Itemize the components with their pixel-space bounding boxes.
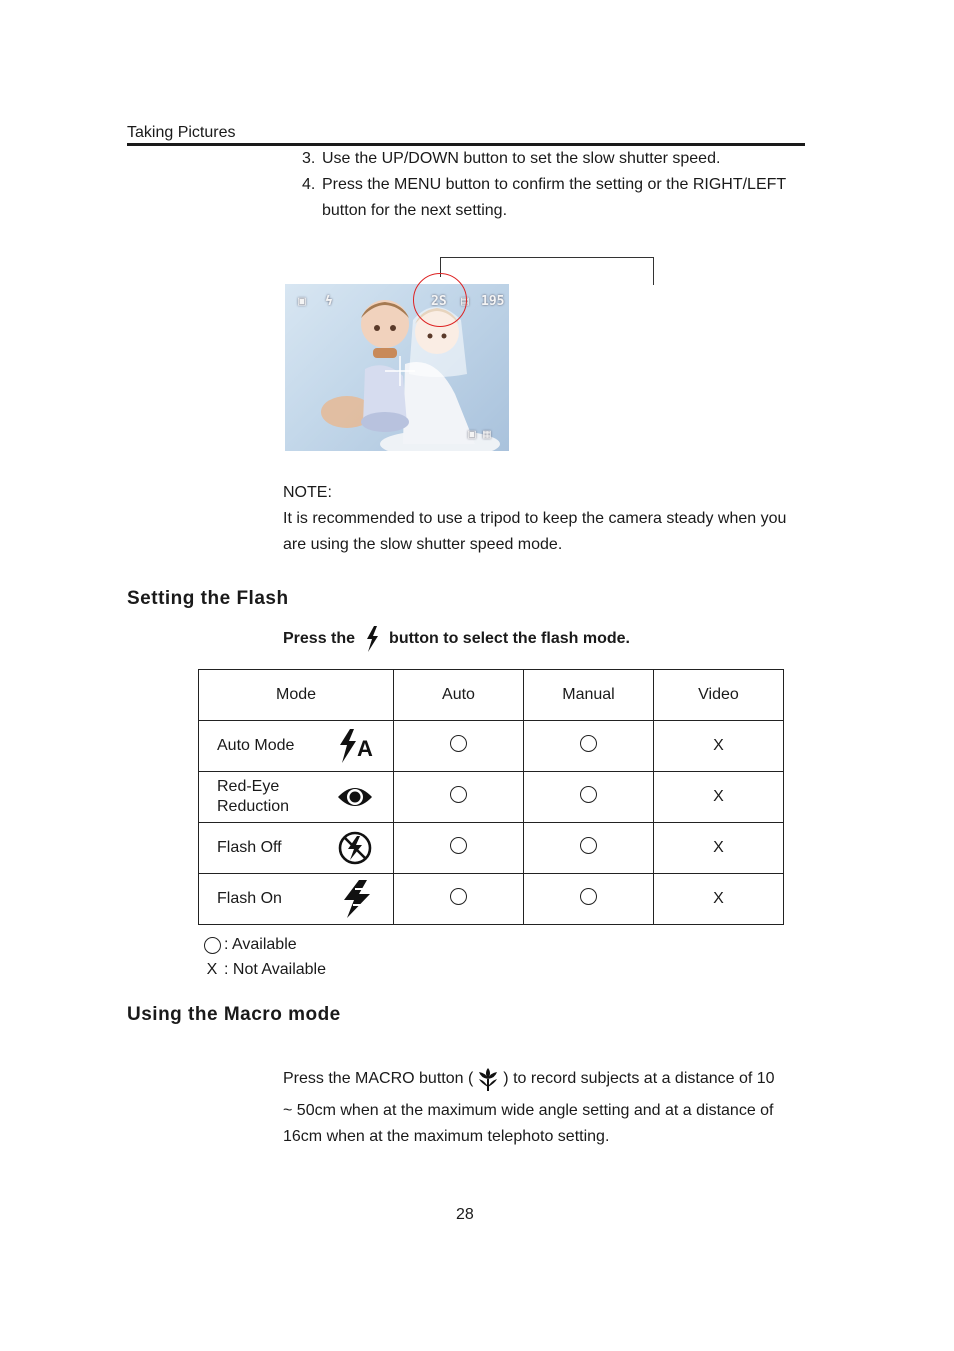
step-text-line: Press the MENU button to confirm the setting or the RIGHT/LEFT <box>322 176 787 193</box>
header-cell: Mode <box>199 670 394 721</box>
legend-text: : Not Available <box>224 961 326 978</box>
macro-text-line: 16cm when at the maximum telephoto setting. <box>283 1128 610 1145</box>
auto-cell <box>394 721 524 772</box>
legend-symbol <box>200 937 224 954</box>
osd-quality-icon: ▣ <box>468 427 476 442</box>
manual-cell <box>524 823 654 874</box>
available-circle-icon <box>580 837 597 854</box>
step-3 <box>302 146 720 172</box>
step-text <box>322 172 786 224</box>
manual-cell <box>524 772 654 823</box>
step-4 <box>302 172 786 224</box>
video-cell: X <box>654 823 784 874</box>
mode-cell <box>199 874 394 925</box>
camera-mode-icon: ▣ <box>298 294 306 309</box>
step-number: 3. <box>302 150 316 167</box>
osd-resolution-icon: ▦ <box>483 427 491 442</box>
flash-off-icon <box>337 830 373 866</box>
mode-label <box>217 777 289 817</box>
header-cell: Auto <box>394 670 524 721</box>
auto-cell <box>394 772 524 823</box>
svg-text:A: A <box>357 736 373 761</box>
macro-text-line <box>283 1065 775 1093</box>
header-cell: Video <box>654 670 784 721</box>
video-cell: X <box>654 772 784 823</box>
note-text-line: It is recommended to use a tripod to keep the camera steady when you <box>283 510 787 527</box>
available-circle-icon <box>580 786 597 803</box>
mode-label-line: Reduction <box>217 798 290 815</box>
flash-mode-table <box>198 669 784 925</box>
instruction-text: Press the <box>283 630 356 647</box>
camera-preview-image <box>285 284 509 451</box>
note-text-line: are using the slow shutter speed mode. <box>283 536 563 553</box>
step-text: Use the UP/DOWN button to set the slow shutter speed. <box>322 150 721 167</box>
flash-on-icon <box>341 880 373 918</box>
mode-label: Auto Mode <box>217 737 295 754</box>
manual-cell <box>524 721 654 772</box>
red-eye-icon <box>337 783 373 811</box>
header-cell: Manual <box>524 670 654 721</box>
legend-not-available <box>200 961 326 979</box>
callout-line <box>440 257 654 258</box>
mode-cell <box>199 823 394 874</box>
available-circle-icon <box>580 888 597 905</box>
flash-instruction <box>283 626 630 652</box>
available-circle-icon <box>450 837 467 854</box>
highlight-circle <box>413 273 467 327</box>
section-title-macro: Using the Macro mode <box>127 1004 341 1025</box>
running-header: Taking Pictures <box>127 124 236 141</box>
instruction-text: button to select the flash mode. <box>389 630 630 647</box>
video-cell: X <box>654 721 784 772</box>
macro-text: ) to record subjects at a distance of 10 <box>503 1070 775 1087</box>
page-number: 28 <box>456 1206 474 1223</box>
video-cell: X <box>654 874 784 925</box>
table-row <box>199 721 784 772</box>
callout-line <box>653 257 654 285</box>
manual-cell <box>524 874 654 925</box>
auto-cell <box>394 823 524 874</box>
mode-cell <box>199 772 394 823</box>
auto-cell <box>394 874 524 925</box>
table-row <box>199 823 784 874</box>
flash-icon <box>365 626 379 652</box>
available-circle-icon <box>450 786 467 803</box>
legend-text: : Available <box>224 936 297 953</box>
table-row <box>199 772 784 823</box>
macro-flower-icon <box>474 1065 502 1093</box>
mode-label: Flash On <box>217 890 282 907</box>
step-text-line: button for the next setting. <box>322 202 508 219</box>
mode-label-line: Red-Eye <box>217 778 280 795</box>
osd-card-icon: ▤ <box>461 294 469 309</box>
table-header-row <box>199 670 784 721</box>
legend-available <box>200 936 297 954</box>
osd-shot-count: 195 <box>481 294 505 309</box>
flash-auto-icon <box>337 728 373 764</box>
legend-symbol: X <box>206 961 218 978</box>
available-circle-icon <box>204 937 221 954</box>
osd-shutter-speed: 2S <box>431 294 447 309</box>
macro-text: Press the MACRO button ( <box>283 1070 474 1087</box>
flash-status-icon: ϟ <box>325 294 333 309</box>
mode-cell <box>199 721 394 772</box>
available-circle-icon <box>450 888 467 905</box>
section-title-flash: Setting the Flash <box>127 588 289 609</box>
available-circle-icon <box>450 735 467 752</box>
macro-text-line: ~ 50cm when at the maximum wide angle setting and at a distance of <box>283 1102 774 1119</box>
mode-label: Flash Off <box>217 839 282 856</box>
figurine-illustration <box>285 284 509 451</box>
note-label: NOTE: <box>283 484 332 501</box>
available-circle-icon <box>580 735 597 752</box>
step-number: 4. <box>302 176 316 193</box>
table-row <box>199 874 784 925</box>
